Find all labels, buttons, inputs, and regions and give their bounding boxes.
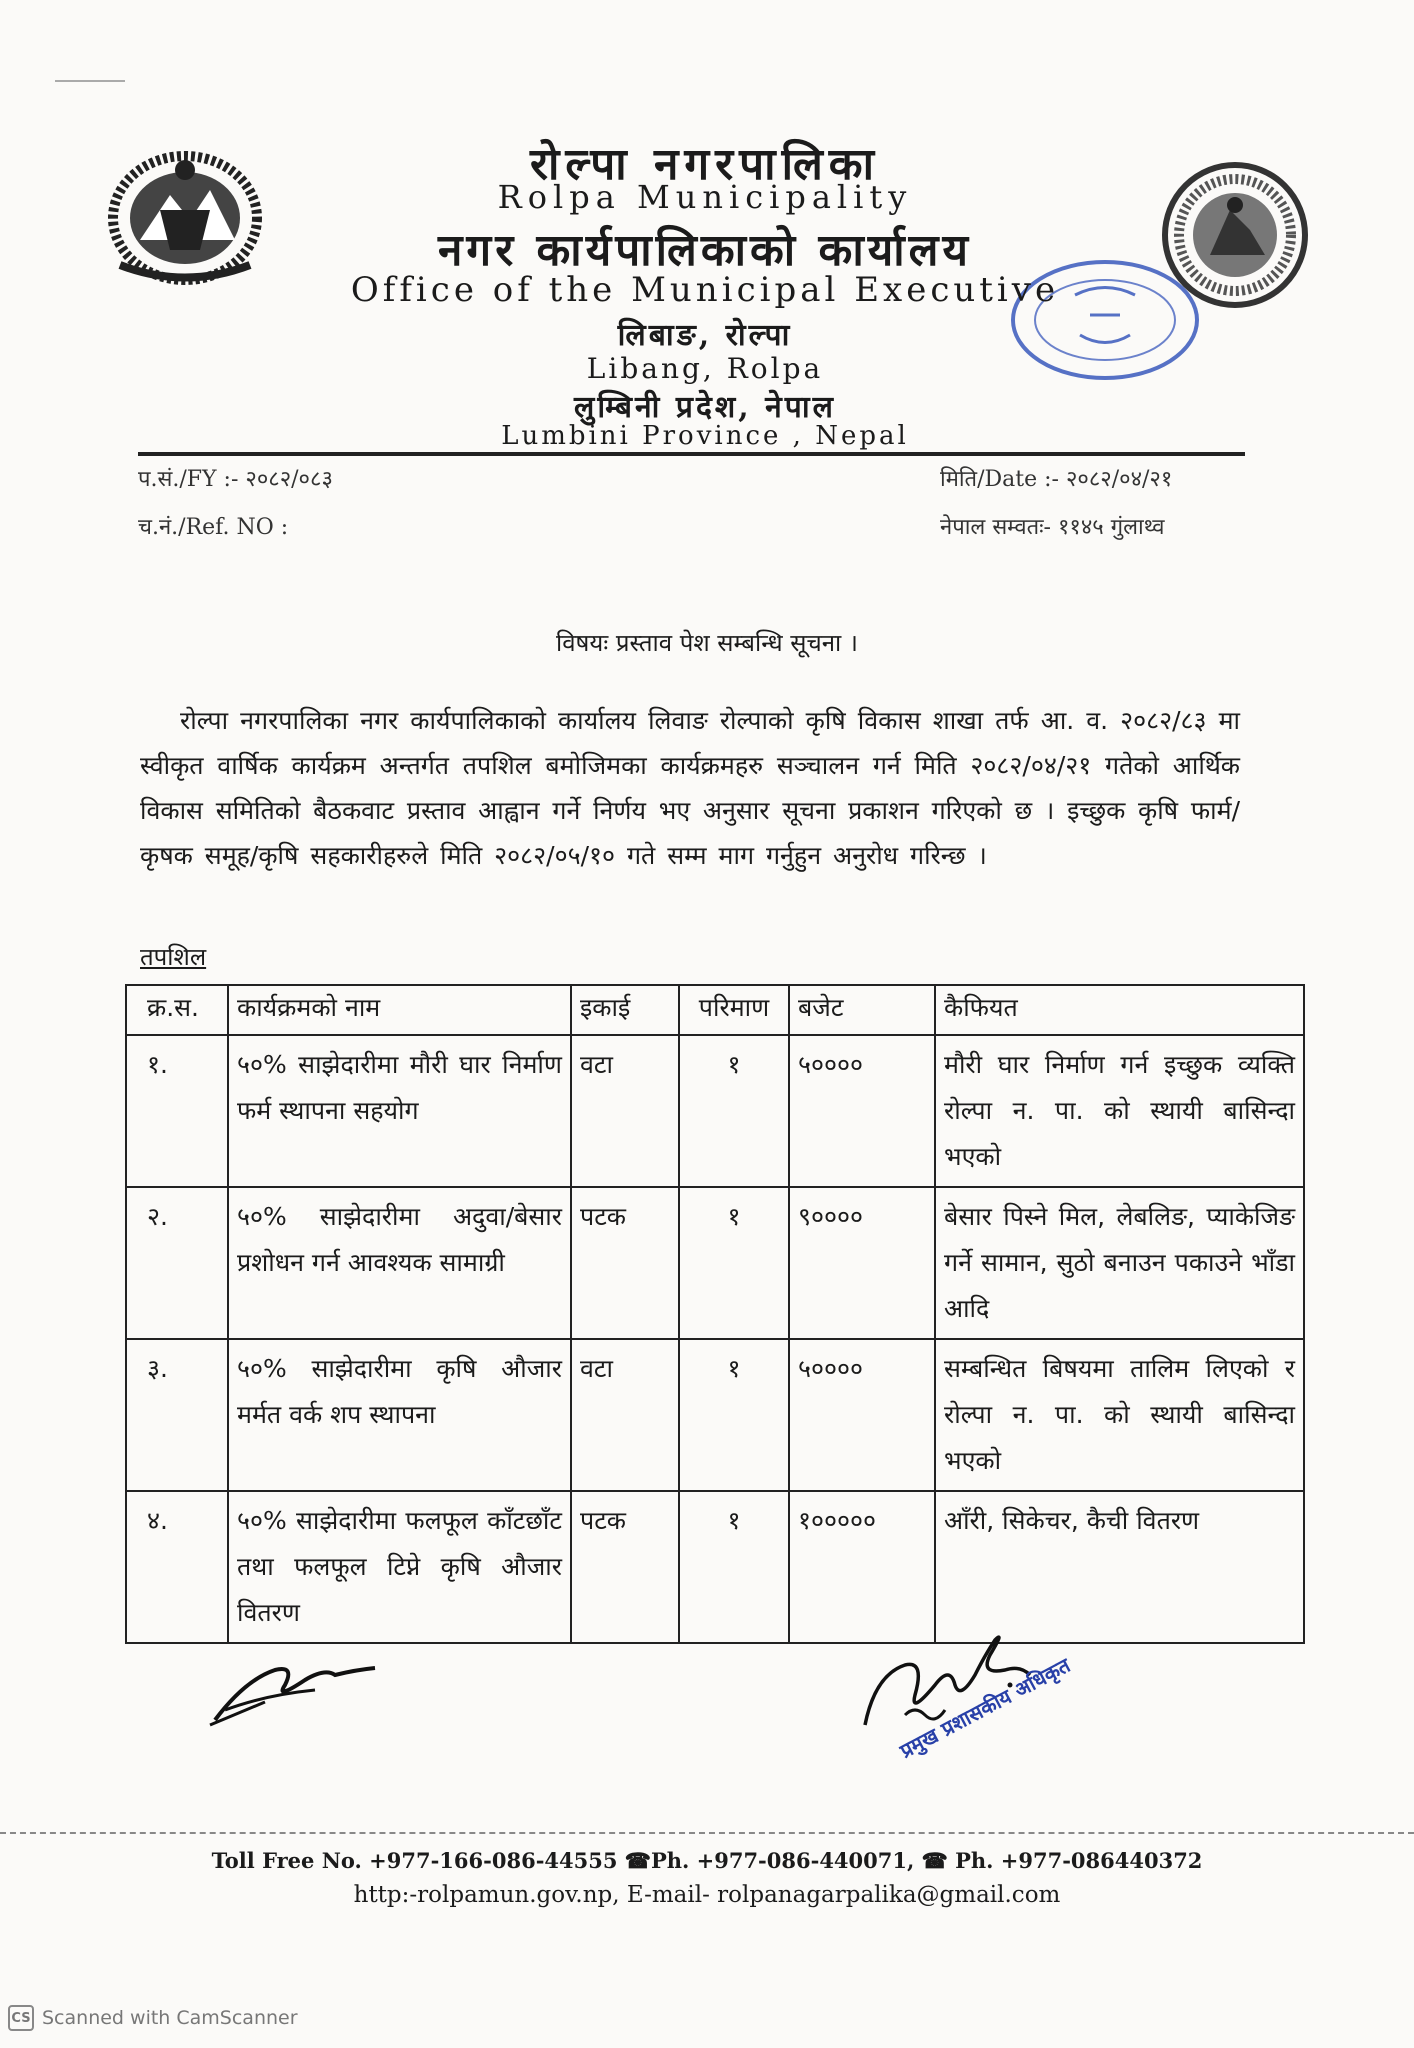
cell-unit: वटा bbox=[571, 1339, 679, 1491]
header-serial: क्र.स. bbox=[126, 985, 228, 1035]
table-row bbox=[126, 1491, 1304, 1643]
cell-unit: पटक bbox=[571, 1491, 679, 1643]
place-np: लिबाङ, रोल्पा bbox=[617, 318, 793, 353]
table-row bbox=[126, 1339, 1304, 1491]
subject-line: विषयः प्रस्ताव पेश सम्बन्धि सूचना । bbox=[556, 629, 858, 657]
cell-program-name: ५०% साझेदारीमा फलफूल काँटछाँट तथा फलफूल टिप्ने कृषि औजार वितरण bbox=[228, 1491, 571, 1643]
program-table bbox=[125, 984, 1305, 1644]
cell-remarks: सम्बन्धित बिषयमा तालिम लिएको र रोल्पा न. पा. को स्थायी बासिन्दा भएको bbox=[935, 1339, 1304, 1491]
cell-budget: ५०००० bbox=[789, 1035, 935, 1187]
notice-body: रोल्पा नगरपालिका नगर कार्यपालिकाको कार्यालय लिवाङ रोल्पाको कृषि विकास शाखा तर्फ आ. व. २०८२/८३ मा स्वीकृत वार्षिक कार्यक्रम अन्तर्गत तपशिल बमोजिमका कार्यक्रमहरु सञ्चालन गर्न मिति २०८२/०४/२१ गतेको आर्थिक विकास समितिको बैठकवाट प्रस्ताव आह्वान गर्ने निर्णय भए अनुसार सूचना प्रकाशन गरिएको छ । इच्छुक कृषि फार्म/कृषक समूह/कृषि सहकारीहरुले मिति २०८२/०५/१० गते सम्म माग गर्नुहुन अनुरोध गरिन्छ । bbox=[140, 706, 1240, 870]
details-label: तपशिल bbox=[140, 943, 207, 971]
header-budget: बजेट bbox=[789, 985, 935, 1035]
cell-quantity: १ bbox=[679, 1491, 789, 1643]
office-name-np: नगर कार्यपालिकाको कार्यालय bbox=[438, 225, 972, 276]
cell-unit: वटा bbox=[571, 1035, 679, 1187]
cell-program-name: ५०% साझेदारीमा कृषि औजार मर्मत वर्क शप स्थापना bbox=[228, 1339, 571, 1491]
org-name-np: रोल्पा नगरपालिका bbox=[530, 139, 880, 190]
scanner-watermark bbox=[8, 2005, 298, 2031]
province-np: लुम्बिनी प्रदेश, नेपाल bbox=[574, 390, 836, 425]
cell-remarks: मौरी घार निर्माण गर्न इच्छुक व्यक्ति रोल्पा न. पा. को स्थायी बासिन्दा भएको bbox=[935, 1035, 1304, 1187]
camscanner-logo-icon: CS bbox=[8, 2005, 34, 2031]
header-quantity: परिमाण bbox=[679, 985, 789, 1035]
cell-quantity: १ bbox=[679, 1187, 789, 1339]
fiscal-year: प.सं./FY :- २०८२/०८३ bbox=[138, 467, 333, 492]
table-row bbox=[126, 1187, 1304, 1339]
header-unit: इकाई bbox=[571, 985, 679, 1035]
nepal-sambat-date: नेपाल सम्वतः- ११४५ गुंलाथ्व bbox=[940, 515, 1165, 540]
cell-serial: ४. bbox=[126, 1491, 228, 1643]
cell-unit: पटक bbox=[571, 1187, 679, 1339]
cell-quantity: १ bbox=[679, 1339, 789, 1491]
header-remarks: कैफियत bbox=[935, 985, 1304, 1035]
footer-divider bbox=[0, 1832, 1414, 1834]
table-row bbox=[126, 1035, 1304, 1187]
cell-quantity: १ bbox=[679, 1035, 789, 1187]
cell-budget: ९०००० bbox=[789, 1187, 935, 1339]
letterhead-divider bbox=[138, 452, 1245, 456]
signatory-title: प्रमुख प्रशासकीय अधिकृत bbox=[895, 1653, 1075, 1763]
cell-budget: ५०००० bbox=[789, 1339, 935, 1491]
cell-serial: १. bbox=[126, 1035, 228, 1187]
header-program-name: कार्यक्रमको नाम bbox=[228, 985, 571, 1035]
nepal-emblem-icon bbox=[100, 140, 270, 290]
footer-contact-line: Toll Free No. +977-166-086-44555 ☎Ph. +977-086-440071, ☎ Ph. +977-086440372 bbox=[211, 1848, 1203, 1873]
cell-program-name: ५०% साझेदारीमा अदुवा/बेसार प्रशोधन गर्न आवश्यक सामाग्री bbox=[228, 1187, 571, 1339]
province-en: Lumbini Province , Nepal bbox=[501, 421, 909, 451]
office-name-en: Office of the Municipal Executive bbox=[350, 270, 1060, 310]
scanner-watermark-text: Scanned with CamScanner bbox=[42, 2007, 298, 2029]
scan-artifact-line bbox=[55, 80, 125, 82]
cell-remarks: बेसार पिस्ने मिल, लेबलिङ, प्याकेजिङ गर्ने सामान, सुठो बनाउन पकाउने भाँडा आदि bbox=[935, 1187, 1304, 1339]
place-en: Libang, Rolpa bbox=[586, 352, 824, 385]
signature-left-icon bbox=[205, 1640, 385, 1730]
cell-serial: २. bbox=[126, 1187, 228, 1339]
cell-budget: १००००० bbox=[789, 1491, 935, 1643]
letter-date: मिति/Date :- २०८२/०४/२१ bbox=[940, 467, 1173, 492]
cell-remarks: आँरी, सिकेचर, कैची वितरण bbox=[935, 1491, 1304, 1643]
table-header-row bbox=[126, 985, 1304, 1035]
cell-serial: ३. bbox=[126, 1339, 228, 1491]
reference-number: च.नं./Ref. NO : bbox=[138, 515, 289, 540]
footer-web-email-line: http:-rolpamun.gov.np, E-mail- rolpanagarpalika@gmail.com bbox=[353, 1882, 1061, 1908]
org-name-en: Rolpa Municipality bbox=[497, 178, 913, 216]
cell-program-name: ५०% साझेदारीमा मौरी घार निर्माण फर्म स्थापना सहयोग bbox=[228, 1035, 571, 1187]
